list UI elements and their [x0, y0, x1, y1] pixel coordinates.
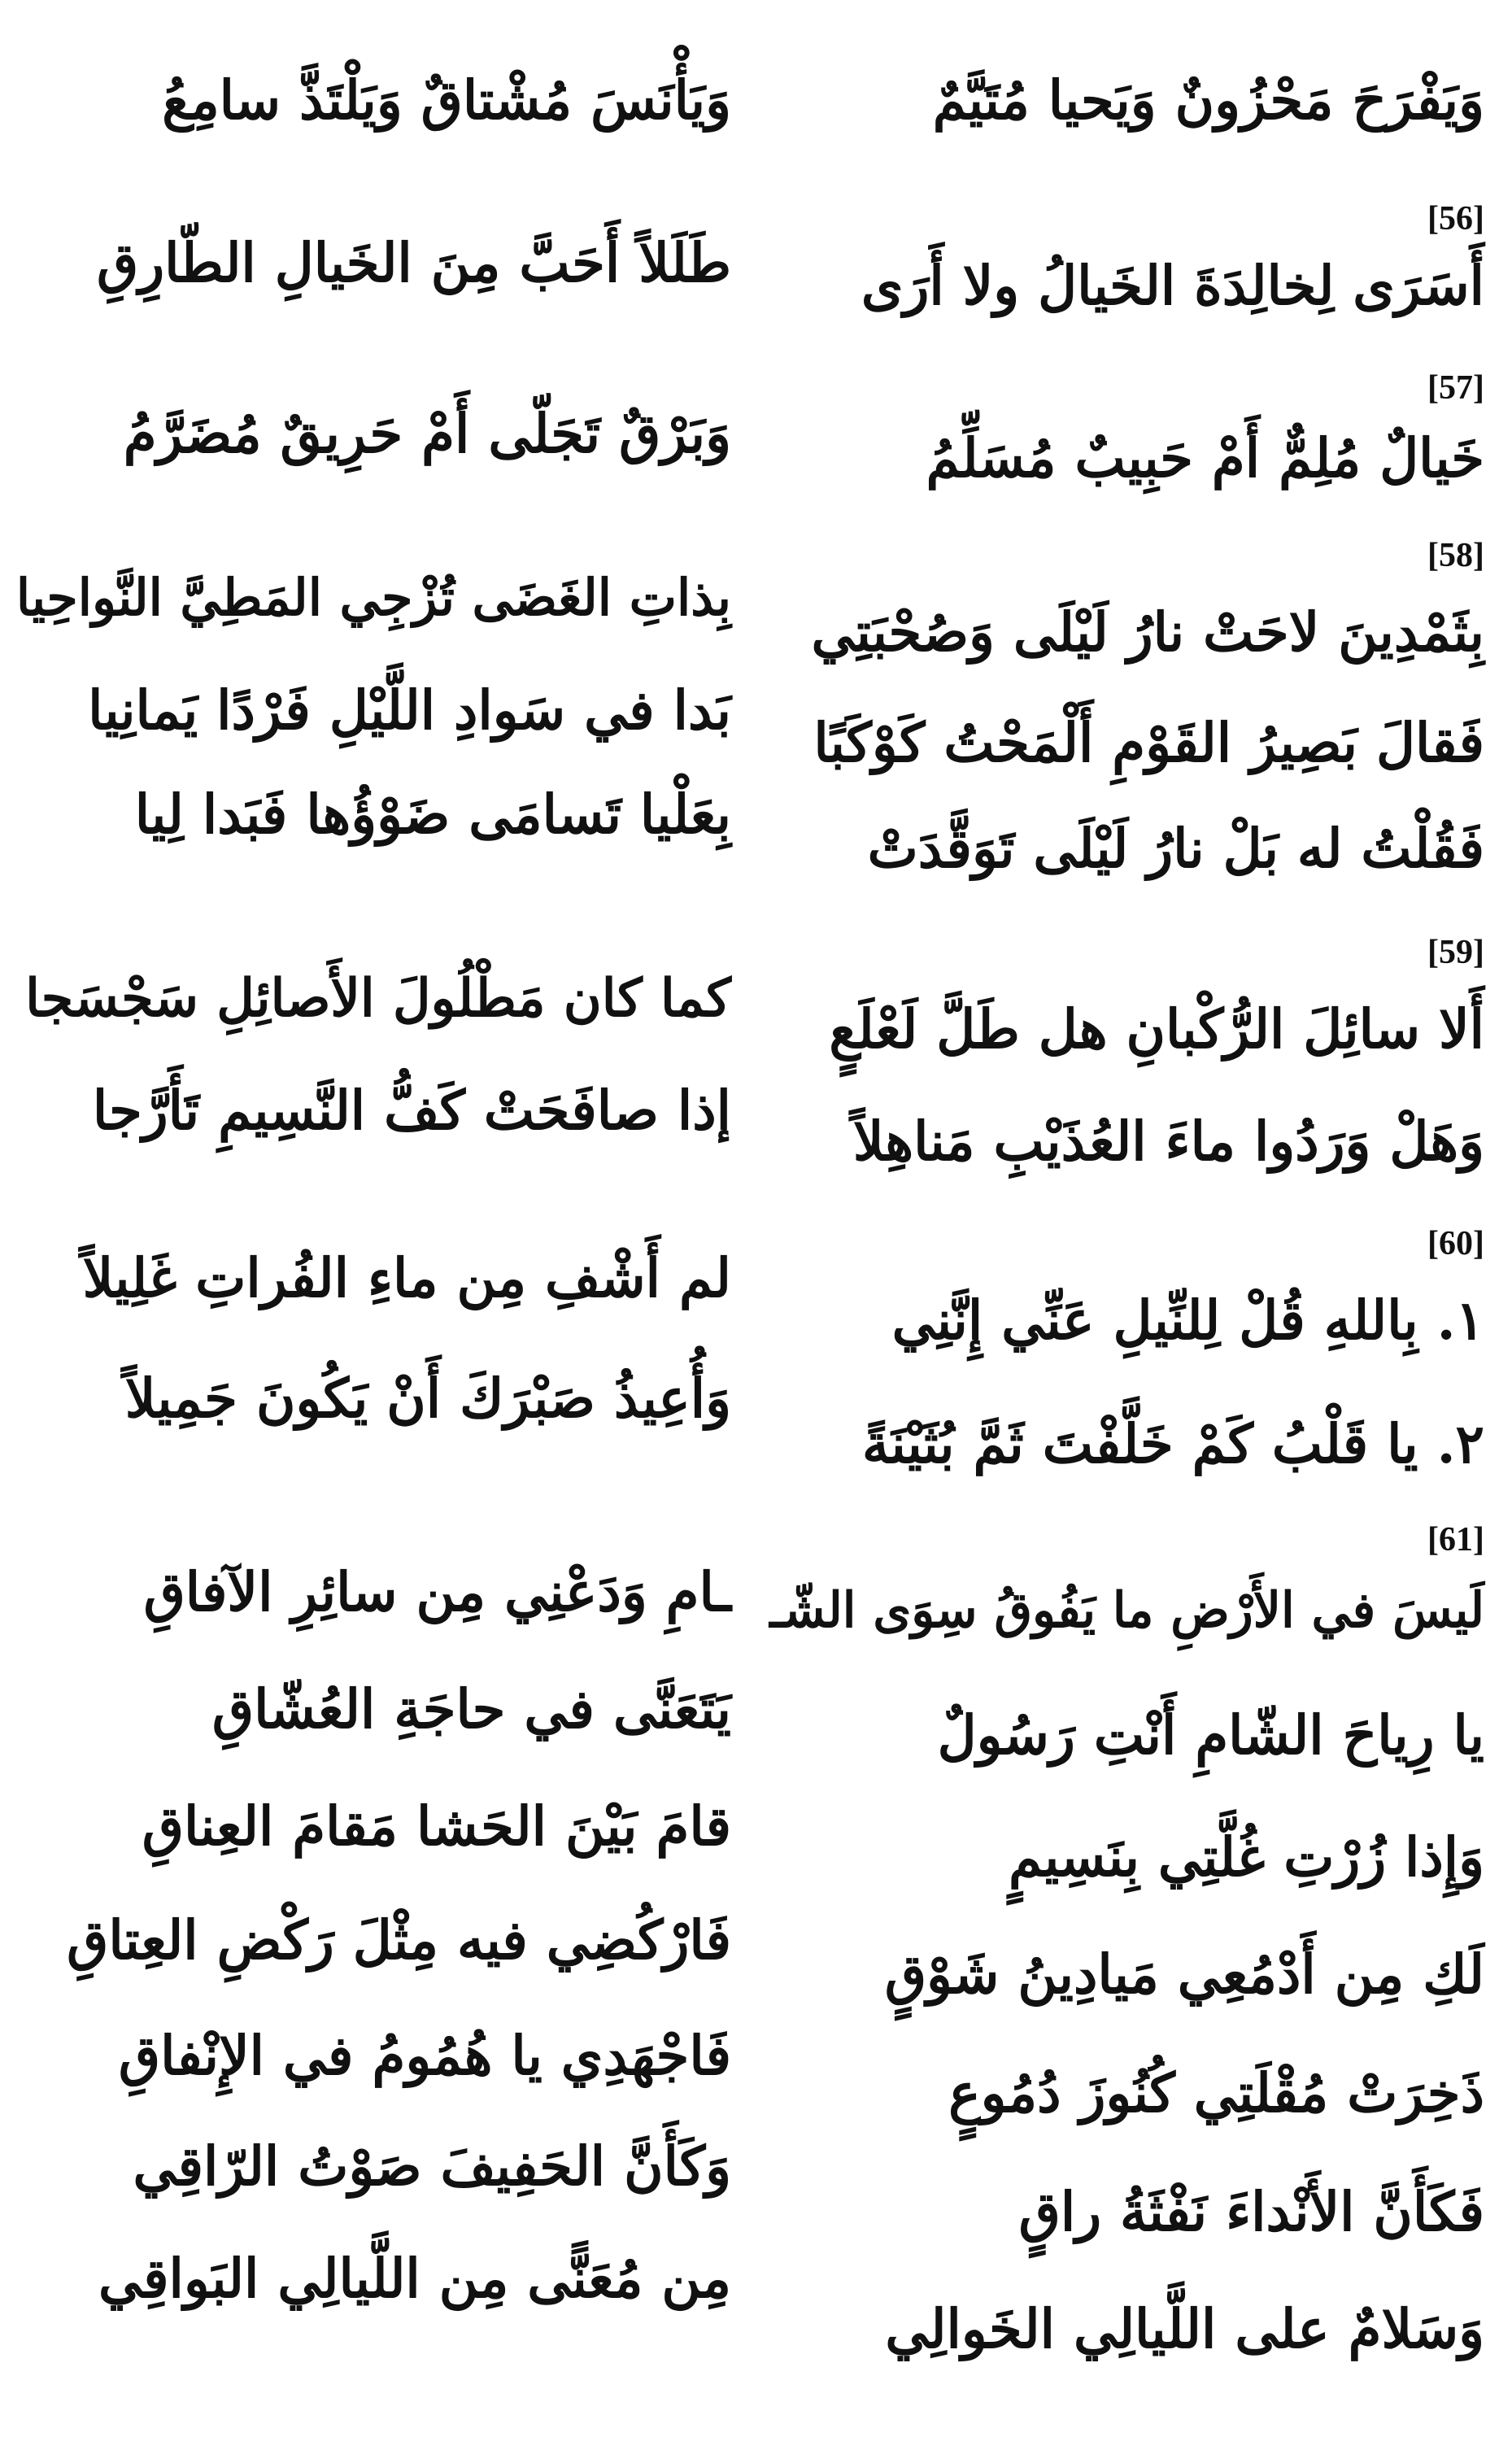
verse-left-hemistich: كما كان مَطْلُولَ الأَصائِلِ سَجْسَجا [25, 968, 731, 1029]
verse-left-hemistich: فَاجْهَدِي يا هُمُومُ في الإِنْفاقِ [118, 2024, 731, 2087]
verse-left-hemistich: وَكَأَنَّ الحَفِيفَ صَوْتُ الرّاقِي [133, 2134, 731, 2198]
verse-left-hemistich: لم أَشْفِ مِن ماءِ الفُراتِ غَلِيلاً [82, 1246, 731, 1310]
verse-left-hemistich: يَتَعَنَّى في حاجَةِ العُشّاقِ [211, 1677, 731, 1741]
verse-left-hemistich: بِذاتِ الغَضَى تُزْجِي المَطِيَّ النَّواحِيا [15, 568, 731, 627]
verse-right-hemistich: ذَخِرَتْ مُقْلَتِي كُنُوزَ دُمُوعٍ [948, 2061, 1484, 2125]
verse-right-hemistich: أَلا سائِلَ الرُّكْبانِ هل طَلَّ لَعْلَعٍ [829, 997, 1484, 1061]
verse-right-hemistich: أَسَرَى لِخالِدَةَ الخَيالُ ولا أَرَى [861, 254, 1484, 317]
verse-right-hemistich: وَسَلامٌ على اللَّيالِي الخَوالِي [885, 2297, 1484, 2361]
verse-left-hemistich: بِعَلْيا تَسامَى ضَوْؤُها فَبَدا لِيا [134, 783, 731, 846]
verse-right-hemistich: بِثَمْدِينَ لاحَتْ نارُ لَيْلَى وَصُحْبَتِي [811, 600, 1484, 664]
poem-number-61: [61] [1427, 1521, 1484, 1559]
verse-right-hemistich: وَإِذا زُرْتِ غُلَّتِي بِنَسِيمٍ [1008, 1825, 1484, 1889]
verse-left-hemistich: ـامِ وَدَعْنِي مِن سائِرِ الآفاقِ [143, 1560, 731, 1624]
verse-right-hemistich: يا رِياحَ الشّامِ أَنْتِ رَسُولٌ [937, 1703, 1484, 1767]
verse-left-hemistich: وَيَأْنَسَ مُشْتاقٌ وَيَلْتَذَّ سامِعُ [162, 68, 731, 132]
verse-right-hemistich: وَهَلْ وَرَدُوا ماءَ العُذَيْبِ مَناهِلاً [852, 1110, 1484, 1173]
poem-number-58: [58] [1427, 537, 1484, 574]
verse-left-hemistich: بَدا في سَوادِ اللَّيْلِ فَرْدًا يَمانِيا [88, 678, 731, 742]
verse-left-hemistich: وَبَرْقٌ تَجَلّى أَمْ حَرِيقٌ مُضَرَّمُ [123, 402, 731, 465]
verse-left-hemistich: وَأُعِيذُ صَبْرَكَ أَنْ يَكُونَ جَمِيلاً [124, 1367, 731, 1430]
verse-left-hemistich: قامَ بَيْنَ الحَشا مَقامَ العِناقِ [142, 1794, 731, 1858]
poem-number-56: [56] [1427, 200, 1484, 238]
verse-left-hemistich: فَارْكُضِي فيه مِثْلَ رَكْضِ العِتاقِ [67, 1908, 731, 1972]
verse-right-hemistich: لَيسَ في الأَرْضِ ما يَفُوقُ سِوَى الشّـ [769, 1582, 1484, 1639]
verse-right-hemistich: لَكِ مِن أَدْمُعِي مَيادِينُ شَوْقٍ [884, 1942, 1484, 2006]
verse-right-hemistich: وَيَفْرَحَ مَحْزُونٌ وَيَحيا مُتَيَّمٌ [932, 68, 1484, 132]
verse-left-hemistich: مِن مُعَنًّى مِن اللَّيالِي البَواقِي [98, 2247, 731, 2310]
verse-right-hemistich: ٢. يا قَلْبُ كَمْ خَلَّفْتَ ثَمَّ بُثَيْنَةً [862, 1412, 1484, 1476]
poem-number-57: [57] [1427, 369, 1484, 407]
verse-right-hemistich: فَكَأَنَّ الأَنْداءَ نَفْثَةُ راقٍ [1018, 2180, 1484, 2243]
verse-right-hemistich: ١. بِاللهِ قُلْ لِلنِّيلِ عَنِّي إِنَّنِي [891, 1288, 1484, 1352]
verse-right-hemistich: خَيالٌ مُلِمٌّ أَمْ حَبِيبٌ مُسَلِّمُ [926, 426, 1484, 490]
poem-number-59: [59] [1427, 934, 1484, 971]
verse-right-hemistich: فَقُلْتُ له بَلْ نارُ لَيْلَى تَوَقَّدَتْ [867, 817, 1484, 880]
verse-right-hemistich: فَقالَ بَصِيرُ القَوْمِ أَلْمَحْتُ كَوْكَبًا [813, 711, 1484, 774]
verse-left-hemistich: طَلَلاً أَحَبَّ مِنَ الخَيالِ الطّارِقِ [96, 231, 731, 294]
verse-left-hemistich: إذا صافَحَتْ كَفُّ النَّسِيمِ تَأَرَّجا [92, 1079, 731, 1142]
poem-number-60: [60] [1427, 1225, 1484, 1262]
